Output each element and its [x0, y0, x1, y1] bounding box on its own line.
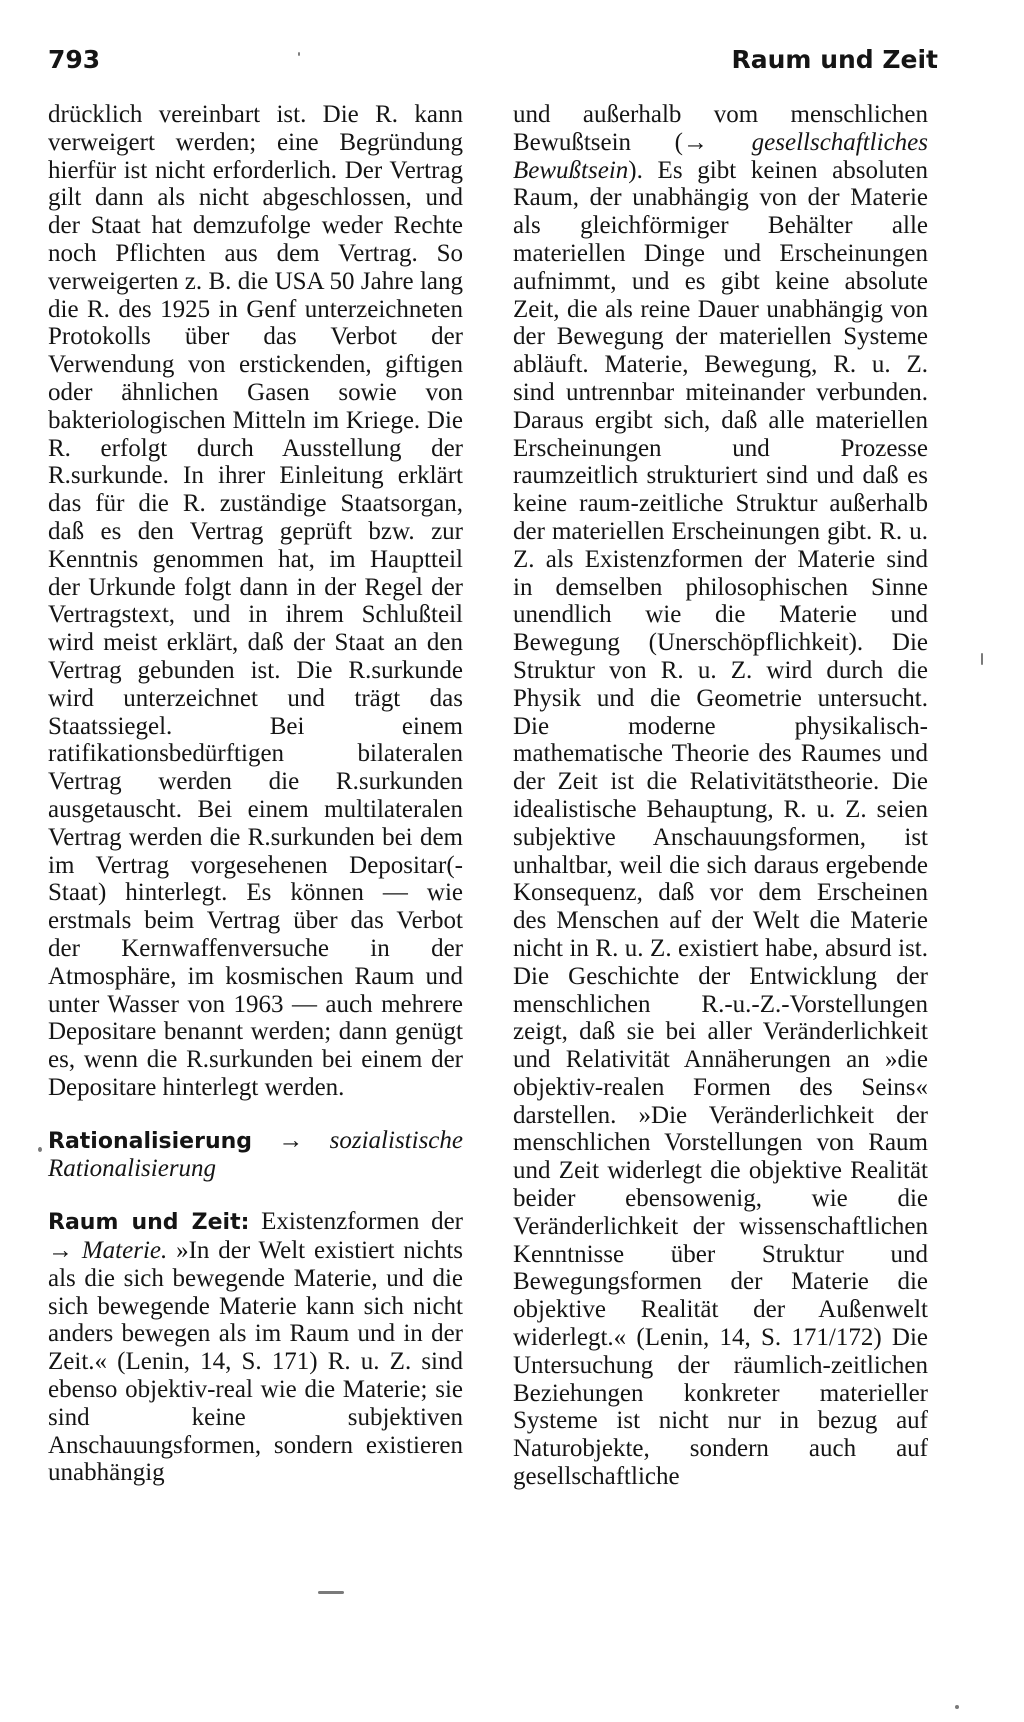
entry-raum-und-zeit-continued: [513, 101, 928, 1491]
entry-rationalisierung: [48, 1127, 463, 1184]
scan-speck: [318, 1591, 344, 1594]
right-column: [513, 101, 928, 1491]
lemma-raum-und-zeit: Raum und Zeit:: [48, 1210, 250, 1236]
entry-text-start: Existenzformen der: [261, 1208, 463, 1236]
scan-speck: [38, 1147, 42, 1152]
continuation-paragraph: drücklich vereinbart ist. Die R. kann verweigert werden; eine Begründung hierfür ist nicht erforderlich. Der Vertrag gilt dann als nicht abgeschlossen, und der Staat hat demzufolge weder Rechte noch Pflichten aus dem Vertrag. So verweigerten z. B. die USA 50 Jahre lang die R. des 1925 in Genf unterzeichneten Protokolls über das Verbot der Verwendung von erstickenden, giftigen oder ähnlichen Gasen sowie von bakteriologischen Mitteln im Kriege. Die R. erfolgt durch Ausstellung der R.surkunde. In ihrer Einleitung erklärt das für die R. zuständige Staatsorgan, daß es den Vertrag geprüft bzw. zur Kenntnis genommen hat, im Hauptteil der Urkunde folgt dann in der Regel der Vertragstext, und in ihrem Schlußteil wird meist erklärt, daß der Staat an den Vertrag gebunden ist. Die R.surkunde wird unterzeichnet und trägt das Staatssiegel. Bei einem ratifikationsbedürftigen bilateralen Vertrag werden die R.surkunden ausgetauscht. Bei einem multilateralen Vertrag werden die R.surkunden bei dem im Vertrag vorgesehenen Depositar(-Staat) hinterlegt. Es können — wie erstmals beim Vertrag über das Verbot der Kernwaffenversuche in der Atmosphäre, im kosmischen Raum und unter Wasser von 1963 — auch mehrere Depositare benannt werden; dann genügt es, wenn die R.surkunden bei einem der Depositare hinterlegt werden.: [48, 101, 463, 1101]
running-head: Raum und Zeit: [731, 45, 938, 74]
scan-speck: [955, 1705, 959, 1709]
entry-raum-und-zeit: [48, 1208, 463, 1487]
page-number: 793: [48, 45, 101, 74]
text-after-reference: ). Es gibt keinen absoluten Raum, der unabhängig von der Materie als gleichförmiger Behälter alle materiellen Dinge und Erscheinungen aufnimmt, und es gibt keine absolute Zeit, die als reine Dauer unabhängig von der Bewegung der materiellen Systeme abläuft. Materie, Bewegung, R. u. Z. sind untrennbar miteinander verbunden. Daraus ergibt sich, daß alle materiellen Erscheinungen und Prozesse raumzeitlich strukturiert sind und daß es keine raum-zeitliche Struktur außerhalb der materiellen Erscheinungen gibt. R. u. Z. als Existenzformen der Materie sind in demselben philosophischen Sinne unendlich wie die Materie und Bewegung (Unerschöpflichkeit). Die Struktur von R. u. Z. wird durch die Physik und die Geometrie untersucht. Die moderne physikalisch-mathematische Theorie des Raumes und der Zeit ist die Relativitätstheorie. Die idealistische Behauptung, R. u. Z. seien subjektive Anschauungsformen, ist unhaltbar, weil die sich daraus ergebende Konsequenz, daß vor dem Erscheinen des Menschen auf der Welt die Materie nicht in R. u. Z. existiert habe, absurd ist. Die Geschichte der Entwicklung der menschlichen R.-u.-Z.-Vorstellungen zeigt, daß sie bei aller Veränderlichkeit und Relativität Annäherungen an »die objektiv-realen Formen des Seins« darstellen. »Die Veränderlichkeit der menschlichen Vorstellungen von Raum und Zeit widerlegt die objektive Realität beider ebensowenig, wie die Veränderlichkeit der wissenschaftlichen Kenntnisse über Struktur und Bewegungsformen der Materie die objektive Realität der Außenwelt widerlegt.« (Lenin, 14, S. 171/172) Die Untersuchung der räumlich-zeitlichen Beziehungen konkreter materieller Systeme ist nicht nur in bezug auf Naturobjekte, sondern auch auf gesellschaftliche: [513, 156, 928, 1491]
cross-reference-arrow-icon: →: [48, 1237, 73, 1265]
cross-reference-gesellschaftliches-bewusstsein: gesellschaftliches Bewußtsein: [513, 128, 928, 184]
scan-speck: [298, 52, 300, 56]
text-before-reference: und außerhalb vom menschlichen Bewußtsein (: [513, 101, 928, 156]
scan-speck: [981, 653, 983, 665]
cross-reference-rationalisierung: sozialistische Rationalisierung: [48, 1126, 463, 1183]
cross-reference-materie: Materie.: [81, 1237, 168, 1265]
lemma-rationalisierung: Rationalisierung: [48, 1128, 253, 1154]
left-column: [48, 101, 463, 1487]
cross-reference-arrow-icon: →: [683, 128, 709, 156]
entry-text-continued: »In der Welt existiert nichts als die sich bewegende Materie, und die sich bewegende Materie kann sich nicht anders bewegen als im Raum und in der Zeit.« (Lenin, 14, S. 171) R. u. Z. sind ebenso objektiv-real wie die Materie; sie sind keine subjektiven Anschauungsformen, sondern existieren unabhängig: [48, 1237, 464, 1487]
cross-reference-arrow-icon: →: [278, 1126, 304, 1154]
